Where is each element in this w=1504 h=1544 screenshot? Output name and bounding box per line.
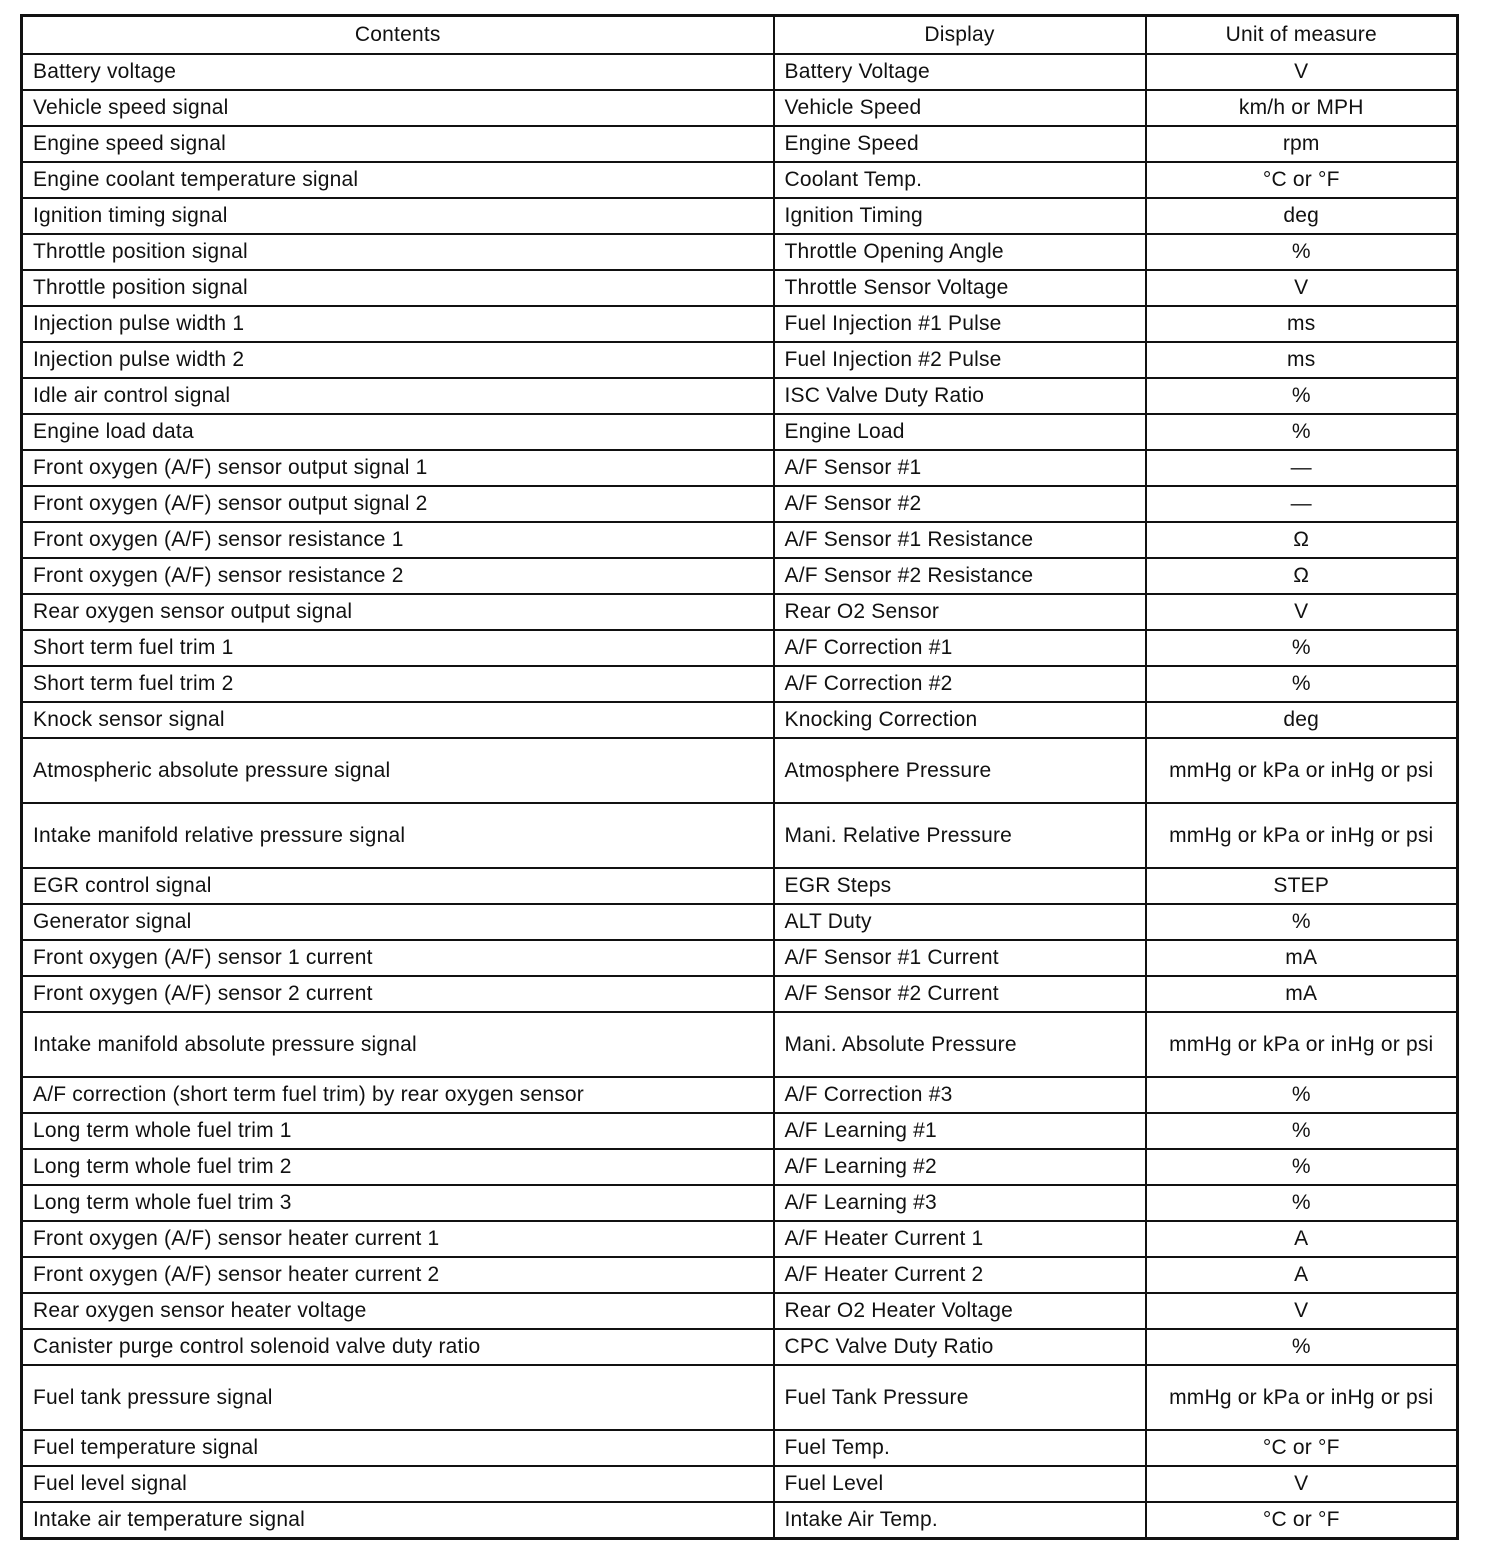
cell-display: A/F Learning #3 (774, 1185, 1146, 1221)
cell-display: ALT Duty (774, 904, 1146, 940)
cell-unit: mA (1146, 976, 1458, 1012)
cell-display: Knocking Correction (774, 702, 1146, 738)
cell-display: A/F Sensor #1 (774, 450, 1146, 486)
cell-contents: Long term whole fuel trim 2 (22, 1149, 774, 1185)
table-row (22, 738, 1458, 803)
cell-unit: km/h or MPH (1146, 90, 1458, 126)
cell-contents: Canister purge control solenoid valve duty ratio (22, 1329, 774, 1365)
table-row (22, 702, 1458, 738)
table-body (22, 54, 1458, 1539)
cell-unit: mmHg or kPa or inHg or psi (1146, 1365, 1458, 1430)
cell-contents: Throttle position signal (22, 270, 774, 306)
table-row (22, 1077, 1458, 1113)
cell-contents: Front oxygen (A/F) sensor resistance 1 (22, 522, 774, 558)
table-row (22, 904, 1458, 940)
table-row (22, 1149, 1458, 1185)
cell-contents: Ignition timing signal (22, 198, 774, 234)
cell-contents: Intake manifold absolute pressure signal (22, 1012, 774, 1077)
cell-unit: ms (1146, 306, 1458, 342)
cell-contents: Idle air control signal (22, 378, 774, 414)
cell-contents: A/F correction (short term fuel trim) by rear oxygen sensor (22, 1077, 774, 1113)
table-row (22, 1257, 1458, 1293)
cell-contents: Fuel tank pressure signal (22, 1365, 774, 1430)
table-row (22, 558, 1458, 594)
table-row (22, 198, 1458, 234)
cell-contents: Fuel level signal (22, 1466, 774, 1502)
cell-contents: Short term fuel trim 1 (22, 630, 774, 666)
cell-unit: V (1146, 1466, 1458, 1502)
cell-unit: V (1146, 54, 1458, 90)
table-row (22, 1466, 1458, 1502)
table-row (22, 162, 1458, 198)
cell-unit: % (1146, 630, 1458, 666)
cell-unit: deg (1146, 702, 1458, 738)
cell-contents: Front oxygen (A/F) sensor heater current 1 (22, 1221, 774, 1257)
cell-contents: Knock sensor signal (22, 702, 774, 738)
cell-contents: EGR control signal (22, 868, 774, 904)
table-row (22, 1430, 1458, 1466)
cell-unit: % (1146, 1077, 1458, 1113)
parameter-table (20, 14, 1459, 1540)
table-header (22, 16, 1458, 55)
table-row (22, 1185, 1458, 1221)
cell-contents: Throttle position signal (22, 234, 774, 270)
cell-contents: Front oxygen (A/F) sensor heater current 2 (22, 1257, 774, 1293)
cell-contents: Engine coolant temperature signal (22, 162, 774, 198)
cell-contents: Long term whole fuel trim 1 (22, 1113, 774, 1149)
table-row (22, 1502, 1458, 1539)
cell-display: Throttle Sensor Voltage (774, 270, 1146, 306)
table-row (22, 414, 1458, 450)
cell-display: Ignition Timing (774, 198, 1146, 234)
cell-display: Rear O2 Sensor (774, 594, 1146, 630)
cell-unit: STEP (1146, 868, 1458, 904)
cell-unit: mA (1146, 940, 1458, 976)
cell-contents: Front oxygen (A/F) sensor output signal 1 (22, 450, 774, 486)
cell-display: A/F Correction #1 (774, 630, 1146, 666)
cell-contents: Rear oxygen sensor heater voltage (22, 1293, 774, 1329)
cell-display: A/F Heater Current 2 (774, 1257, 1146, 1293)
table-row (22, 1293, 1458, 1329)
cell-unit: — (1146, 486, 1458, 522)
cell-contents: Atmospheric absolute pressure signal (22, 738, 774, 803)
table-row (22, 306, 1458, 342)
cell-contents: Battery voltage (22, 54, 774, 90)
cell-display: A/F Sensor #1 Resistance (774, 522, 1146, 558)
cell-contents: Front oxygen (A/F) sensor resistance 2 (22, 558, 774, 594)
cell-unit: % (1146, 1329, 1458, 1365)
cell-unit: ms (1146, 342, 1458, 378)
table-row (22, 90, 1458, 126)
cell-unit: V (1146, 1293, 1458, 1329)
cell-contents: Intake air temperature signal (22, 1502, 774, 1539)
cell-contents: Front oxygen (A/F) sensor output signal 2 (22, 486, 774, 522)
cell-contents: Vehicle speed signal (22, 90, 774, 126)
cell-display: Mani. Absolute Pressure (774, 1012, 1146, 1077)
cell-unit: mmHg or kPa or inHg or psi (1146, 803, 1458, 868)
cell-unit: °C or °F (1146, 162, 1458, 198)
cell-display: Engine Speed (774, 126, 1146, 162)
table-row (22, 270, 1458, 306)
cell-unit: % (1146, 666, 1458, 702)
cell-unit: — (1146, 450, 1458, 486)
cell-unit: mmHg or kPa or inHg or psi (1146, 1012, 1458, 1077)
cell-display: Fuel Tank Pressure (774, 1365, 1146, 1430)
table-row (22, 378, 1458, 414)
cell-contents: Short term fuel trim 2 (22, 666, 774, 702)
cell-unit: % (1146, 1149, 1458, 1185)
cell-display: Vehicle Speed (774, 90, 1146, 126)
cell-unit: A (1146, 1257, 1458, 1293)
cell-display: Mani. Relative Pressure (774, 803, 1146, 868)
table-row (22, 126, 1458, 162)
table-row (22, 1365, 1458, 1430)
cell-display: Fuel Injection #2 Pulse (774, 342, 1146, 378)
cell-display: CPC Valve Duty Ratio (774, 1329, 1146, 1365)
cell-unit: mmHg or kPa or inHg or psi (1146, 738, 1458, 803)
header-contents: Contents (22, 16, 774, 55)
cell-display: Fuel Level (774, 1466, 1146, 1502)
cell-contents: Generator signal (22, 904, 774, 940)
table-row (22, 940, 1458, 976)
cell-display: Rear O2 Heater Voltage (774, 1293, 1146, 1329)
cell-display: A/F Correction #2 (774, 666, 1146, 702)
cell-unit: V (1146, 594, 1458, 630)
cell-unit: A (1146, 1221, 1458, 1257)
cell-display: EGR Steps (774, 868, 1146, 904)
cell-unit: % (1146, 904, 1458, 940)
table-row (22, 594, 1458, 630)
cell-display: Atmosphere Pressure (774, 738, 1146, 803)
cell-contents: Long term whole fuel trim 3 (22, 1185, 774, 1221)
table-row (22, 630, 1458, 666)
cell-contents: Front oxygen (A/F) sensor 2 current (22, 976, 774, 1012)
cell-display: Fuel Injection #1 Pulse (774, 306, 1146, 342)
cell-unit: rpm (1146, 126, 1458, 162)
cell-unit: deg (1146, 198, 1458, 234)
cell-unit: V (1146, 270, 1458, 306)
table-row (22, 486, 1458, 522)
table-row (22, 342, 1458, 378)
cell-display: Engine Load (774, 414, 1146, 450)
cell-unit: Ω (1146, 522, 1458, 558)
table-row (22, 868, 1458, 904)
cell-unit: % (1146, 378, 1458, 414)
cell-display: A/F Correction #3 (774, 1077, 1146, 1113)
cell-contents: Engine speed signal (22, 126, 774, 162)
cell-contents: Intake manifold relative pressure signal (22, 803, 774, 868)
cell-unit: °C or °F (1146, 1430, 1458, 1466)
cell-display: A/F Learning #2 (774, 1149, 1146, 1185)
header-display: Display (774, 16, 1146, 55)
cell-display: A/F Sensor #2 Resistance (774, 558, 1146, 594)
table-row (22, 450, 1458, 486)
table-row (22, 803, 1458, 868)
header-row (22, 16, 1458, 55)
table-row (22, 1329, 1458, 1365)
cell-contents: Injection pulse width 1 (22, 306, 774, 342)
cell-display: Throttle Opening Angle (774, 234, 1146, 270)
header-unit: Unit of measure (1146, 16, 1458, 55)
table-row (22, 1221, 1458, 1257)
cell-contents: Fuel temperature signal (22, 1430, 774, 1466)
cell-unit: °C or °F (1146, 1502, 1458, 1539)
cell-display: Battery Voltage (774, 54, 1146, 90)
table-row (22, 522, 1458, 558)
table-row (22, 1113, 1458, 1149)
table-row (22, 1012, 1458, 1077)
cell-display: A/F Sensor #2 (774, 486, 1146, 522)
cell-contents: Injection pulse width 2 (22, 342, 774, 378)
table-row (22, 234, 1458, 270)
cell-display: A/F Sensor #2 Current (774, 976, 1146, 1012)
cell-unit: % (1146, 1113, 1458, 1149)
cell-unit: % (1146, 414, 1458, 450)
cell-display: A/F Sensor #1 Current (774, 940, 1146, 976)
cell-display: Fuel Temp. (774, 1430, 1146, 1466)
cell-contents: Engine load data (22, 414, 774, 450)
cell-contents: Rear oxygen sensor output signal (22, 594, 774, 630)
cell-unit: % (1146, 1185, 1458, 1221)
cell-display: Coolant Temp. (774, 162, 1146, 198)
table-row (22, 54, 1458, 90)
cell-display: A/F Heater Current 1 (774, 1221, 1146, 1257)
cell-contents: Front oxygen (A/F) sensor 1 current (22, 940, 774, 976)
cell-unit: Ω (1146, 558, 1458, 594)
cell-display: Intake Air Temp. (774, 1502, 1146, 1539)
table-row (22, 976, 1458, 1012)
cell-unit: % (1146, 234, 1458, 270)
table-row (22, 666, 1458, 702)
cell-display: A/F Learning #1 (774, 1113, 1146, 1149)
cell-display: ISC Valve Duty Ratio (774, 378, 1146, 414)
